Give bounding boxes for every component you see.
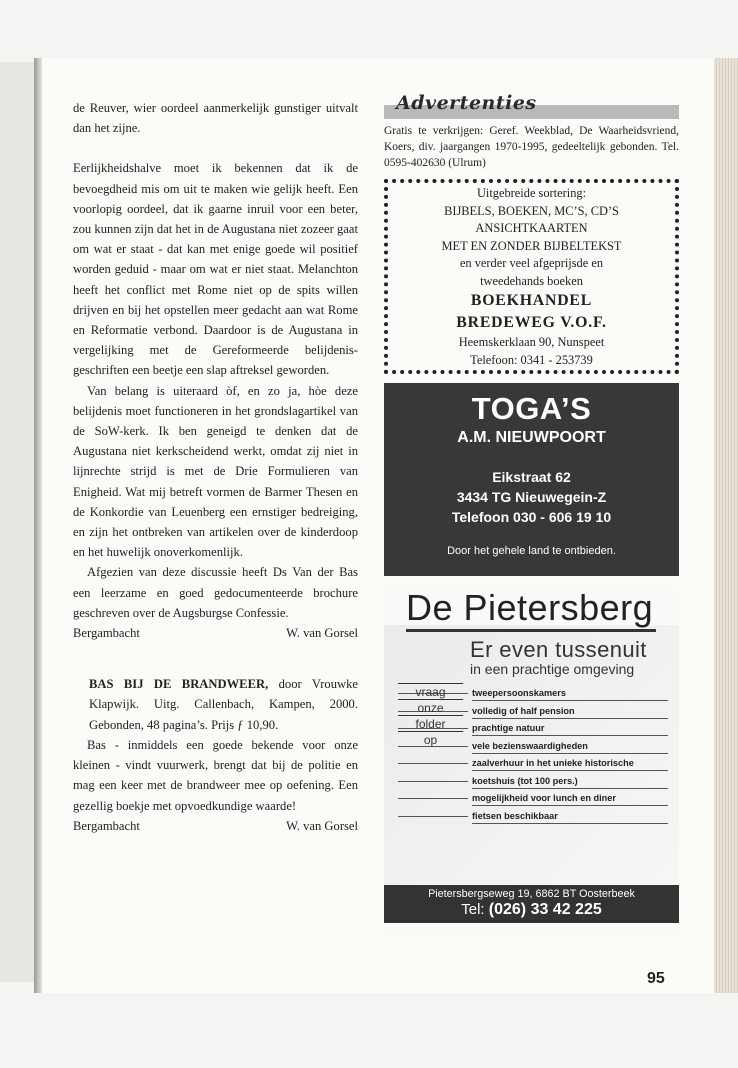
signature-author: W. van Gorsel (286, 818, 358, 833)
right-column (384, 92, 679, 940)
toga-phone: Telefoon 030 - 606 19 10 (451, 509, 612, 525)
signature-2 (73, 816, 358, 836)
paragraph-3: Van belang is uiteraard òf, en zo ja, hòe deze belijdenis moet functioneren in het grondslagartikel van de SoW-kerk. Ik ben geneigd te denken dat de Augustana niet kerkscheidend werkt, omdat zij niet in lijnrechte strijd is met de Drie Formulieren van Enigheid. Wat mij betreft vormen de Barmer Thesen en de Konkordie van Leuenberg een ernstiger bedreiging, en zijn het ontbreken van artikelen over de kinderdoop en het huwelijk onoverkomenlijk. (73, 383, 358, 560)
feature-item: vele bezienswaardigheden (398, 738, 668, 756)
toga-city: 3434 TG Nieuwegein-Z (456, 489, 607, 505)
offer-word: folder (398, 715, 463, 731)
title-rule (406, 629, 656, 632)
book-review-header (73, 674, 358, 735)
toga-ad (384, 383, 679, 576)
feature-item: koetshuis (tot 100 pers.) (398, 773, 668, 791)
signature-place: Bergambacht (73, 818, 140, 833)
bookshop-line: BIJBELS, BOEKEN, MC’S, CD’S (444, 203, 619, 218)
bookshop-phone: Telefoon: 0341 - 253739 (470, 352, 593, 367)
pietersberg-name: De Pietersberg (406, 587, 654, 628)
feature-item: prachtige natuur (398, 720, 668, 738)
feature-item: zaalverhuur in het unieke historische (398, 755, 668, 773)
pietersberg-contact (384, 885, 679, 923)
pietersberg-subtagline: in een prachtige omgeving (470, 661, 635, 677)
left-page-edge (0, 62, 35, 982)
pietersberg-ad (384, 585, 679, 940)
bookshop-line: en verder veel afgeprijsde en (459, 256, 604, 270)
offer-box (398, 683, 463, 747)
offer-word: onze (398, 699, 463, 715)
signature-1 (73, 623, 358, 643)
bookshop-line: tweedehands boeken (480, 273, 583, 288)
signature-place: Bergambacht (73, 626, 140, 641)
toga-footer: Door het gehele land te ontbieden. (447, 545, 616, 557)
advertenties-heading: Advertenties (396, 92, 537, 114)
paragraph-4: Afgezien van deze discussie heeft Ds Van der Bas een leerzame en goed gedocumenteerde brochure geschreven over de Augsburgse Confessie. (73, 565, 358, 620)
pietersberg-address: Pietersbergseweg 19, 6862 BT Oosterbeek (428, 888, 635, 900)
page-number: 95 (647, 970, 665, 987)
signature-author: W. van Gorsel (286, 626, 358, 641)
book-review-text: Bas - inmiddels een goede bekende voor onze kleinen - vindt vuurwerk, brengt dat bij de politie en mag een keer met de brandweer mee op oefening. Een gezellig boekje met opvoedkundige waarde! (73, 737, 358, 813)
feature-item: tweepersoonskamers (398, 685, 668, 703)
book-review-title: BAS BIJ DE BRANDWEER, (89, 677, 269, 692)
feature-item: mogelijkheid voor lunch en diner (398, 790, 668, 808)
tel-label: Tel: (461, 901, 485, 918)
pietersberg-tagline: Er even tussenuit (470, 637, 647, 662)
paragraph-2: Eerlijkheidshalve moet ik bekennen dat ik de bevoegdheid mis om uit te maken wie gelijk heeft. Een voorlopig oordeel, dat ik gaarne inruil voor een beter, zou kunnen zijn dat het in de Augustana niet zozeer gaat om wat er staat - dat kan met enige goede wil positief worden geduid - maar om wat er niet staat. Melanchton heeft het conflict met Rome niet op de spits willen drijven en bij het opstellen meer gedacht aan wat Rome en Reformatie verbond. Daardoor is de Augustana in vergelijking met de Gereformeerde belijdenis-geschriften een beetje een slap aftreksel geworden. (73, 161, 358, 378)
left-column (73, 98, 358, 836)
bookshop-line: Uitgebreide sortering: (476, 186, 587, 200)
toga-address (384, 467, 679, 527)
offer-word: vraag (398, 683, 463, 699)
bookshop-line: ANSICHTKAARTEN (475, 221, 588, 235)
page-stack-edge (714, 58, 738, 993)
tel-number: (026) 33 42 225 (488, 901, 602, 918)
bookshop-ad (384, 179, 679, 374)
feature-item: fietsen beschikbaar (398, 808, 668, 826)
pietersberg-phone (384, 901, 679, 919)
bookshop-line: MET EN ZONDER BIJBELTEKST (441, 238, 622, 253)
offer-word: op (398, 731, 463, 747)
toga-name: A.M. NIEUWPOORT (457, 429, 606, 446)
book-gutter (34, 58, 42, 993)
bookshop-address: Heemskerklaan 90, Nunspeet (458, 335, 605, 349)
toga-title: TOGA’S (471, 391, 592, 426)
feature-item: volledig of half pension (398, 703, 668, 721)
classified-ad: Gratis te verkrijgen: Geref. Weekblad, De Waarheidsvriend, Koers, div. jaargangen 1970-1995, gedeeltelijk gebonden. Tel. 0595-402630 (Ulrum) (384, 125, 679, 169)
bookshop-name: BOEKHANDEL (470, 292, 593, 309)
paragraph-1: de Reuver, wier oordeel aanmerkelijk gunstiger uitvalt dan het zijne. (73, 101, 358, 136)
toga-street: Eikstraat 62 (492, 469, 571, 485)
book-review-intro: door Vrouwke Klapwijk. Uitg. Callenbach, Kampen, 2000. Gebonden, 48 pagina’s. Prijs ƒ 10,90. (89, 677, 359, 732)
bookshop-company: BREDEWEG V.O.F. (456, 314, 607, 331)
